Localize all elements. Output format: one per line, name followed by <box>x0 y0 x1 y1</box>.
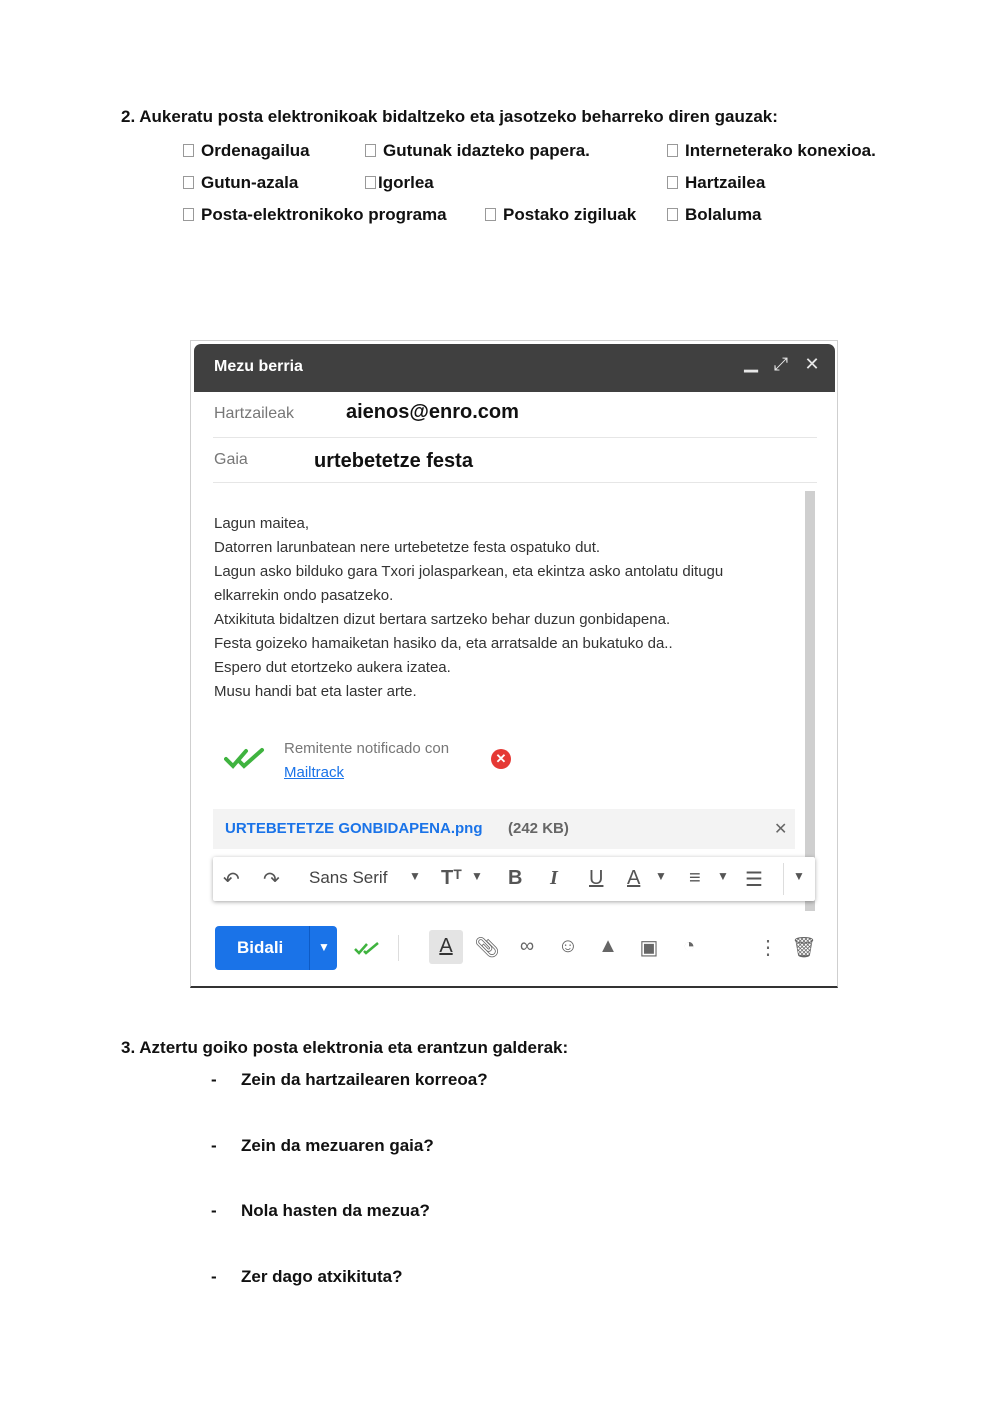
emoji-icon[interactable]: ☺ <box>557 935 579 957</box>
photo-icon[interactable]: ▣ <box>639 937 659 959</box>
error-icon[interactable]: ✕ <box>491 749 511 769</box>
checkbox[interactable] <box>485 208 496 221</box>
toolbar-divider <box>783 863 784 895</box>
question-item: Zer dago atxikituta? <box>241 1267 403 1286</box>
option-bolaluma[interactable]: Bolaluma <box>667 205 762 225</box>
text-size-icon[interactable]: Tᵀ <box>441 867 462 889</box>
redo-icon[interactable]: ↷ <box>263 869 280 891</box>
text-color-icon[interactable]: A <box>627 867 641 889</box>
option-hartzailea[interactable]: Hartzailea <box>667 173 765 193</box>
font-select[interactable]: Sans Serif <box>309 868 388 887</box>
send-button[interactable] <box>215 926 337 970</box>
italic-icon[interactable]: I <box>550 867 558 889</box>
attachment-size: (242 KB) <box>508 820 569 837</box>
mailtrack-link[interactable]: Mailtrack <box>284 764 345 781</box>
question-item: Zein da mezuaren gaia? <box>241 1136 434 1155</box>
drive-icon[interactable]: ▲ <box>598 935 618 957</box>
send-options-icon[interactable]: ▼ <box>318 940 330 954</box>
body-line: elkarrekin ondo pasatzeko. <box>214 587 394 604</box>
option-gutunak[interactable]: Gutunak idazteko papera. <box>365 141 590 161</box>
align-dropdown-icon[interactable]: ▼ <box>717 869 729 883</box>
checkbox[interactable] <box>183 208 194 221</box>
subject-field[interactable]: urtebetetze festa <box>314 450 473 472</box>
question-2-title: 2. Aukeratu posta elektronikoak bidaltzeko eta jasotzeko beharreko diren gauzak: <box>121 107 778 126</box>
delete-icon[interactable]: 🗑︎ <box>791 937 817 959</box>
option-posta-programa[interactable]: Posta-elektronikoko programa <box>183 205 447 225</box>
double-check-icon <box>224 745 266 771</box>
minimize-icon[interactable]: ▁ <box>744 352 758 372</box>
list-dash: - <box>211 1136 217 1155</box>
compose-title: Mezu berria <box>214 358 303 375</box>
size-dropdown-icon[interactable]: ▼ <box>471 869 483 883</box>
checkbox[interactable] <box>667 144 678 157</box>
send-divider <box>309 926 310 970</box>
more-options-icon[interactable]: ⋮ <box>758 937 778 959</box>
compose-window <box>190 340 838 988</box>
option-ordenagailua[interactable]: Ordenagailua <box>183 141 310 161</box>
expand-icon[interactable]: ⤢ <box>773 354 789 374</box>
formatting-icon[interactable]: A <box>429 930 463 964</box>
compose-header <box>194 344 835 392</box>
numbered-list-icon[interactable]: ☰ <box>745 869 763 891</box>
send-label: Bidali <box>237 938 284 957</box>
body-line: Datorren larunbatean nere urtebetetze festa ospatuko dut. <box>214 539 601 556</box>
link-icon[interactable]: ∞ <box>519 935 535 957</box>
underline-icon[interactable]: U <box>589 867 604 889</box>
divider <box>213 437 817 438</box>
option-gutun-azala[interactable]: Gutun-azala <box>183 173 298 193</box>
confidential-icon[interactable]: ◔ <box>682 935 696 957</box>
option-interneterako[interactable]: Interneterako konexioa. <box>667 141 876 161</box>
attachment-chip[interactable] <box>213 809 795 849</box>
to-label: Hartzaileak <box>214 405 295 422</box>
checkbox[interactable] <box>365 176 376 189</box>
divider <box>213 482 817 483</box>
scrollbar[interactable] <box>805 491 815 911</box>
formatting-toolbar <box>213 857 815 901</box>
attachment-name[interactable]: URTEBETETZE GONBIDAPENA.png <box>225 820 483 837</box>
body-line: Festa goizeko hamaiketan hasiko da, eta arratsalde an bukatuko da.. <box>214 635 673 652</box>
list-dash: - <box>211 1070 217 1089</box>
mailtrack-check-icon[interactable] <box>353 939 381 957</box>
message-body[interactable] <box>214 512 723 704</box>
color-dropdown-icon[interactable]: ▼ <box>655 869 667 883</box>
align-icon[interactable]: ≡ <box>689 867 701 889</box>
body-line: Atxikituta bidaltzen dizut bertara sartzeko behar duzun gonbidapena. <box>214 611 671 628</box>
list-dash: - <box>211 1267 217 1286</box>
option-igorlea[interactable]: Igorlea <box>365 173 434 193</box>
question-item: Zein da hartzailearen korreoa? <box>241 1070 488 1089</box>
remove-attachment-icon[interactable]: ✕ <box>774 821 788 838</box>
font-dropdown-icon[interactable]: ▼ <box>409 869 421 883</box>
checkbox[interactable] <box>183 144 194 157</box>
checkbox[interactable] <box>183 176 194 189</box>
attach-icon[interactable]: 📎︎ <box>474 937 500 959</box>
body-line: Espero dut etortzeko aukera izatea. <box>214 659 451 676</box>
undo-icon[interactable]: ↶ <box>223 869 240 891</box>
subject-label: Gaia <box>214 451 248 468</box>
more-formatting-icon[interactable]: ▼ <box>793 869 805 883</box>
bottom-divider <box>398 935 399 961</box>
bold-icon[interactable]: B <box>508 867 523 889</box>
list-dash: - <box>211 1201 217 1220</box>
mailtrack-text: Remitente notificado con <box>284 740 450 757</box>
question-3-title: 3. Aztertu goiko posta elektronia eta erantzun galderak: <box>121 1038 569 1057</box>
body-line: Lagun maitea, <box>214 515 310 532</box>
body-line: Lagun asko bilduko gara Txori jolasparkean, eta ekintza asko antolatu ditugu <box>214 563 724 580</box>
body-line: Musu handi bat eta laster arte. <box>214 683 417 700</box>
to-field[interactable]: aienos@enro.com <box>346 401 519 423</box>
close-icon[interactable]: ✕ <box>804 354 820 374</box>
option-postako-zigiluak[interactable]: Postako zigiluak <box>485 205 636 225</box>
question-item: Nola hasten da mezua? <box>241 1201 430 1220</box>
checkbox[interactable] <box>667 176 678 189</box>
checkbox[interactable] <box>667 208 678 221</box>
checkbox[interactable] <box>365 144 376 157</box>
